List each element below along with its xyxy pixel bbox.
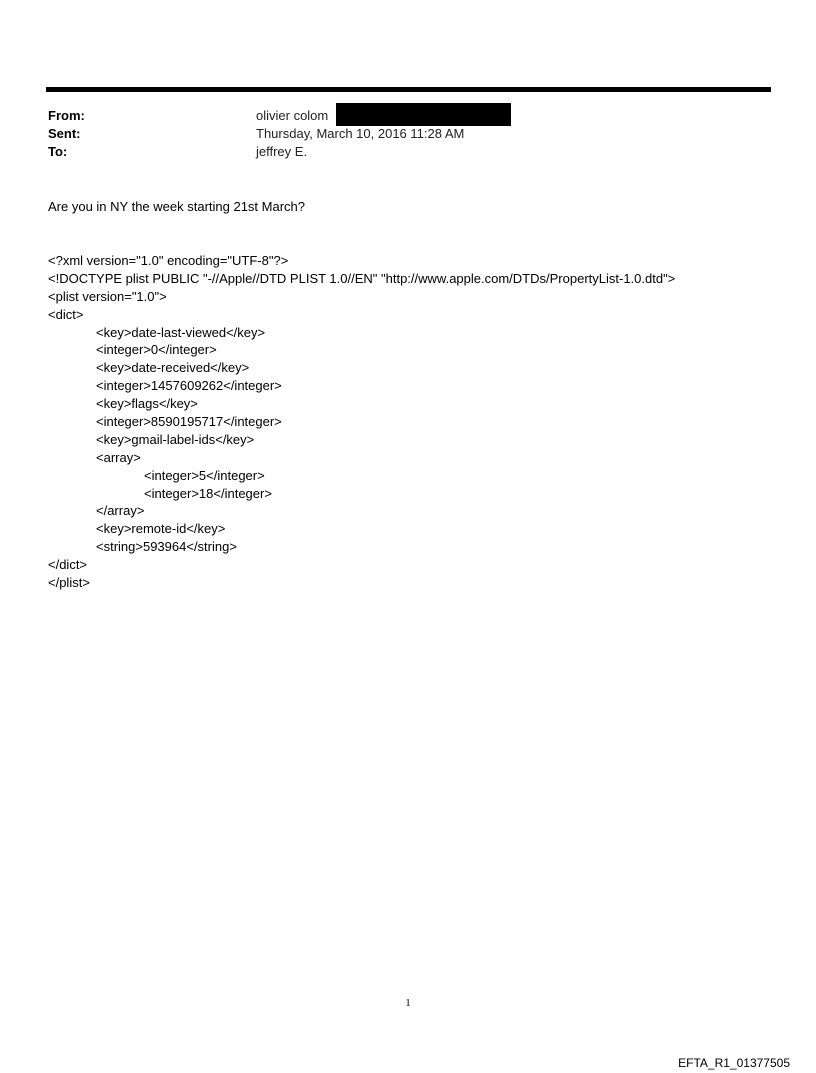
- page-number: 1: [405, 997, 411, 1009]
- plist-line: </plist>: [48, 575, 90, 591]
- plist-line: </dict>: [48, 557, 88, 573]
- plist-line: <integer>8590195717</integer>: [96, 414, 282, 430]
- bates-number: EFTA_R1_01377505: [678, 1056, 790, 1070]
- plist-line: <dict>: [48, 306, 84, 322]
- plist-line: <integer>5</integer>: [144, 467, 265, 483]
- plist-code-block: [48, 252, 675, 592]
- plist-line: <key>flags</key>: [96, 396, 198, 412]
- plist-line: <integer>18</integer>: [144, 485, 272, 501]
- from-label: From:: [48, 108, 85, 123]
- plist-line: <key>date-last-viewed</key>: [96, 324, 266, 340]
- plist-line: <?xml version="1.0" encoding="UTF-8"?>: [48, 253, 289, 268]
- to-label: To:: [48, 144, 68, 159]
- to-value: jeffrey E.: [256, 144, 308, 159]
- plist-line: <integer>1457609262</integer>: [96, 378, 282, 394]
- plist-line: <!DOCTYPE plist PUBLIC "-//Apple//DTD PLIST 1.0//EN" "http://www.apple.com/DTDs/PropertyList-1.0.dtd">: [48, 270, 676, 286]
- plist-line: <key>date-received</key>: [96, 360, 250, 376]
- plist-line: <integer>0</integer>: [96, 342, 217, 358]
- plist-line: <array>: [96, 449, 141, 465]
- plist-line: <plist version="1.0">: [48, 288, 167, 304]
- sent-value: Thursday, March 10, 2016 11:28 AM: [256, 126, 465, 141]
- sent-row: [48, 125, 748, 143]
- sent-label: Sent:: [48, 126, 81, 141]
- to-row: [48, 143, 748, 161]
- plist-line: </array>: [96, 503, 145, 519]
- plist-line: <string>593964</string>: [96, 539, 237, 555]
- plist-line: <key>gmail-label-ids</key>: [96, 431, 255, 447]
- message-body: Are you in NY the week starting 21st March?: [48, 199, 305, 214]
- redaction-box: [336, 103, 511, 126]
- header-rule: [46, 87, 771, 92]
- plist-line: <key>remote-id</key>: [96, 521, 226, 537]
- from-value: olivier colom: [256, 108, 329, 123]
